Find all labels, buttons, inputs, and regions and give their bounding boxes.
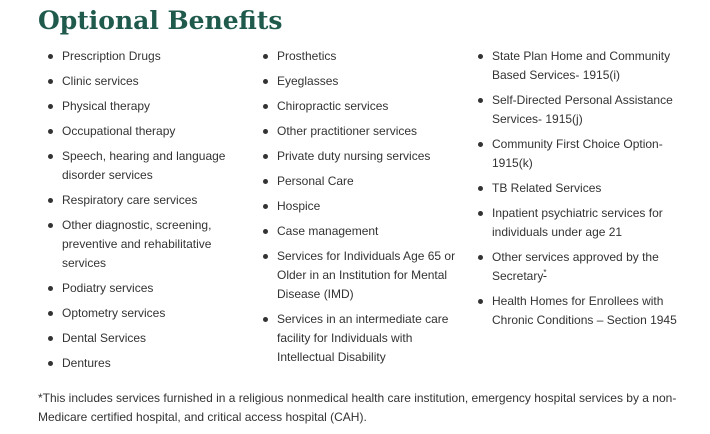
benefits-column-1: [47, 47, 243, 379]
benefits-column-3: [477, 47, 677, 336]
benefit-item: Chiropractic services: [262, 97, 458, 116]
benefit-item: Optometry services: [47, 304, 243, 323]
benefit-item: Physical therapy: [47, 97, 243, 116]
benefit-item: TB Related Services: [477, 179, 677, 198]
benefit-item: Services in an intermediate care facility for Individuals with Intellectual Disability: [262, 310, 458, 367]
benefit-item: Hospice: [262, 197, 458, 216]
benefit-item: Prosthetics: [262, 47, 458, 66]
benefit-item: Services for Individuals Age 65 or Older in an Institution for Mental Disease (IMD): [262, 247, 458, 304]
benefit-item: Respiratory care services: [47, 191, 243, 210]
benefit-item: Speech, hearing and language disorder services: [47, 147, 243, 185]
benefit-item: Dental Services: [47, 329, 243, 348]
benefit-item: Private duty nursing services: [262, 147, 458, 166]
benefit-item: Podiatry services: [47, 279, 243, 298]
benefit-item-label: Other services approved by the Secretary: [492, 250, 659, 283]
benefit-item: Occupational therapy: [47, 122, 243, 141]
benefit-item: Other diagnostic, screening, preventive and rehabilitative services: [47, 216, 243, 273]
benefit-item: Prescription Drugs: [47, 47, 243, 66]
benefit-item: Eyeglasses: [262, 72, 458, 91]
footnote-marker-link[interactable]: *: [543, 268, 547, 277]
footnote: *This includes services furnished in a religious nonmedical health care institution, emergency hospital services by a non-Medicare certified hospital, and critical access hospital (CAH).: [38, 391, 677, 424]
benefit-item: Personal Care: [262, 172, 458, 191]
benefit-item: Clinic services: [47, 72, 243, 91]
benefit-item: [477, 248, 677, 286]
benefits-column-2: [262, 47, 458, 373]
benefit-item: Inpatient psychiatric services for individuals under age 21: [477, 204, 677, 242]
benefit-item: State Plan Home and Community Based Services- 1915(i): [477, 47, 677, 85]
benefit-item: Case management: [262, 222, 458, 241]
benefit-item: Self-Directed Personal Assistance Services- 1915(j): [477, 91, 677, 129]
benefit-item: Community First Choice Option- 1915(k): [477, 135, 677, 173]
page-title: Optional Benefits: [38, 6, 283, 35]
benefit-item: Other practitioner services: [262, 122, 458, 141]
benefit-item: Health Homes for Enrollees with Chronic Conditions – Section 1945: [477, 292, 677, 330]
benefit-item: Dentures: [47, 354, 243, 373]
